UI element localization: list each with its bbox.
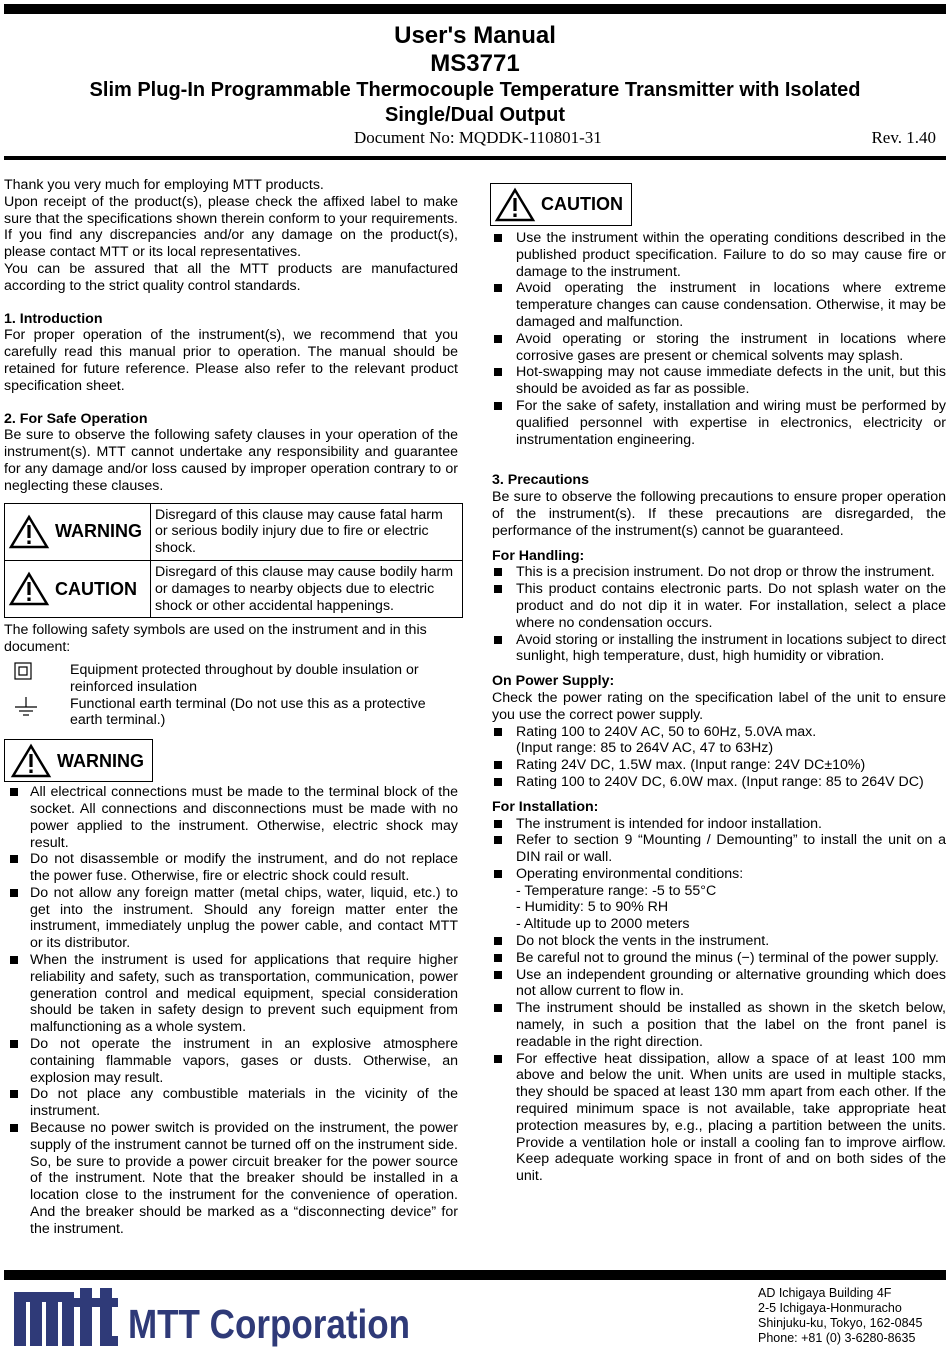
warning-label: WARNING	[55, 521, 142, 542]
list-item: Hot-swapping may not cause immediate defects in the unit, but this should be avoided as far as possible.	[492, 364, 946, 398]
double-insulation-icon	[14, 662, 32, 680]
env-altitude: - Altitude up to 2000 meters	[516, 916, 690, 933]
list-item: Rating 100 to 240V DC, 6.0W max. (Input range: 85 to 264V DC)	[492, 774, 946, 791]
list-item: The instrument should be installed as shown in the sketch below, namely, in such a position that the label on the front panel is readable in the right direction.	[492, 1000, 946, 1050]
installation-list	[492, 816, 946, 1186]
power-rating-list	[492, 724, 946, 791]
env-temperature: - Temperature range: -5 to 55°C	[516, 882, 717, 899]
installation-heading: For Installation:	[492, 798, 599, 815]
phone-number: Phone: +81 (0) 3-6280-8635	[758, 1331, 916, 1345]
list-item: Rating 24V DC, 1.5W max. (Input range: 24V DC±10%)	[492, 757, 946, 774]
section-3-heading: 3. Precautions	[492, 472, 589, 489]
section-1-body: For proper operation of the instrument(s), we recommend that you carefully read this manual prior to operation. The manual should be retained for future reference. Please also refer to the relevant product specification sheet.	[4, 327, 458, 394]
earth-terminal-text: Functional earth terminal (Do not use this as a protective earth terminal.)	[70, 695, 426, 729]
section-2-body: Be sure to observe the following safety clauses in your operation of the instrument(s). MTT cannot undertake any responsibility and guarantee for any damage and/or loss caused by improper operation contrary to or neglecting these clauses.	[4, 427, 458, 494]
top-rule	[4, 4, 946, 14]
list-item: Avoid operating or storing the instrument in locations where corrosive gases are present or chemical solvents may splash.	[492, 331, 946, 365]
company-name: MTT Corporation	[128, 1301, 410, 1347]
intro-quality: You can be assured that all the MTT products are manufactured according to the strict quality control standards.	[4, 260, 458, 294]
address-line: AD Ichigaya Building 4F	[758, 1286, 892, 1300]
list-item: Do not block the vents in the instrument.	[492, 933, 946, 950]
intro-thanks: Thank you very much for employing MTT products.	[4, 177, 324, 193]
caution-description: Disregard of this clause may cause bodily harm or damages to nearby objects due to electric shock or other accidental happenings.	[151, 560, 463, 617]
list-item: Do not place any combustible materials in the vicinity of the instrument.	[4, 1086, 458, 1120]
list-item: Use an independent grounding or alternative grounding which does not allow current to flow in.	[492, 967, 946, 1001]
list-item: This product contains electronic parts. Do not splash water on the product and do not dip it in water. For installation, select a place where no condensation occurs.	[492, 581, 946, 631]
header-rule	[4, 156, 946, 160]
warning-box	[4, 739, 153, 782]
handling-list	[492, 564, 946, 665]
list-item: Operating environmental conditions: - Temperature range: -5 to 55°C - Humidity: 5 to 90% RH - Altitude up to 2000 meters	[492, 866, 946, 933]
list-item	[4, 696, 458, 730]
right-column	[492, 230, 946, 1185]
list-item: When the instrument is used for applications that require higher reliability and safety, such as transportation, communication, power generation control and medical equipment, special consideration should be taken in safety design to prevent such equipment from malfunctioning as a whole system.	[4, 952, 458, 1036]
warning-heading: WARNING	[57, 750, 144, 771]
warning-triangle-icon	[9, 515, 49, 549]
list-item: Do not operate the instrument in an explosive atmosphere containing flammable vapors, gases or dusts. Otherwise, an explosion may result.	[4, 1036, 458, 1086]
manual-title: User's Manual	[394, 22, 556, 49]
list-item: Because no power switch is provided on the instrument, the power supply of the instrument cannot be turned off on the instrument side. So, be sure to provide a power circuit breaker for the power source of the instrument. Note that the breaker should be installed in a location close to the instrument for the convenience of operation. And the breaker should be marked as a “disconnecting device” for the instrument.	[4, 1120, 458, 1238]
env-humidity: - Humidity: 5 to 90% RH	[516, 899, 669, 916]
company-address	[758, 1286, 922, 1346]
list-item: The instrument is intended for indoor installation.	[492, 816, 946, 833]
section-1-heading: 1. Introduction	[4, 310, 103, 327]
list-item: All electrical connections must be made to the terminal block of the socket. All connections and disconnections must be made with no power applied to the instrument. Otherwise, electric shock may result.	[4, 784, 458, 851]
symbols-intro: The following safety symbols are used on the instrument and in this document:	[4, 622, 427, 656]
power-supply-heading: On Power Supply:	[492, 673, 615, 690]
table-row	[5, 503, 463, 560]
product-subtitle: Slim Plug-In Programmable Thermocouple Temperature Transmitter with Isolated Single/Dual Output	[89, 79, 861, 126]
list-item: Do not allow any foreign matter (metal chips, water, liquid, etc.) to get into the instrument. Should any foreign matter enter the instrument, immediately unplug the power cable, and contact MTT or its distributor.	[4, 885, 458, 952]
caution-label: CAUTION	[55, 578, 137, 599]
caution-box	[490, 183, 632, 226]
caution-triangle-icon	[495, 188, 535, 222]
handling-heading: For Handling:	[492, 547, 585, 564]
list-item: Avoid storing or installing the instrument in locations subject to direct sunlight, high temperature, dust, high humidity or vibration.	[492, 632, 946, 666]
warning-triangle-icon	[11, 744, 51, 778]
safety-classification-table	[4, 503, 463, 619]
input-range-note: (Input range: 85 to 264V AC, 47 to 63Hz)	[516, 740, 774, 757]
footer-rule	[4, 1270, 946, 1280]
list-item: Refer to section 9 “Mounting / Demounting” to install the unit on a DIN rail or wall.	[492, 832, 946, 866]
list-item: Rating 100 to 240V AC, 50 to 60Hz, 5.0VA max. (Input range: 85 to 264V AC, 47 to 63Hz)	[492, 724, 946, 758]
list-item: For the sake of safety, installation and wiring must be performed by qualified personnel with expertise in electronics, electricity or instrumentation engineering.	[492, 398, 946, 448]
caution-triangle-icon	[9, 572, 49, 606]
mtt-logo	[14, 1288, 414, 1346]
table-row	[5, 560, 463, 617]
model-number: MS3771	[430, 50, 520, 77]
section-2-heading: 2. For Safe Operation	[4, 410, 148, 427]
list-item: Be careful not to ground the minus (−) terminal of the power supply.	[492, 950, 946, 967]
caution-list	[492, 230, 946, 448]
caution-heading: CAUTION	[541, 194, 623, 214]
address-line: Shinjuku-ku, Tokyo, 162-0845	[758, 1316, 923, 1330]
warning-list	[4, 784, 458, 1238]
double-insulation-text: Equipment protected throughout by double insulation or reinforced insulation	[70, 661, 419, 695]
revision: Rev. 1.40	[871, 128, 936, 147]
list-item: Use the instrument within the operating conditions described in the published product specification. Failure to do so may cause fire or damage to the instrument.	[492, 230, 946, 280]
list-item: For effective heat dissipation, allow a space of at least 100 mm above and below the unit. When units are used in multiple stacks, they should be spaced at least 130 mm apart from each other. If the required minimum space is not available, take appropriate heat protection measures by, e.g., placing a partition between the units. Provide a ventilation hole or install a cooling fan to improve airflow. Keep adequate working space in front of and on both sides of the unit.	[492, 1051, 946, 1185]
power-supply-body: Check the power rating on the specification label of the unit to ensure you use the correct power supply.	[492, 689, 946, 723]
section-3-body: Be sure to observe the following precautions to ensure proper operation of the instrument(s). If these precautions are disregarded, the performance of the instrument(s) cannot be guaranteed.	[492, 489, 946, 539]
list-item: Avoid operating the instrument in locations where extreme temperature changes can cause condensation. Otherwise, it may be damaged and malfunction.	[492, 280, 946, 330]
left-column	[4, 177, 458, 1238]
earth-terminal-icon	[14, 696, 38, 718]
warning-description: Disregard of this clause may cause fatal harm or serious bodily injury due to fire or electric shock.	[151, 503, 463, 560]
intro-check-label: Upon receipt of the product(s), please check the affixed label to make sure that the specifications shown therein conform to your requirements. If you find any discrepancies and/or any damage on the product(s), please contact MTT or its local representatives.	[4, 193, 458, 261]
list-item	[4, 662, 458, 696]
address-line: 2-5 Ichigaya-Honmuracho	[758, 1301, 902, 1315]
list-item: Do not disassemble or modify the instrument, and do not replace the power fuse. Otherwise, fire or electric shock could result.	[4, 851, 458, 885]
document-number: Document No: MQDDK-110801-31	[354, 128, 602, 147]
list-item: This is a precision instrument. Do not drop or throw the instrument.	[492, 564, 946, 581]
